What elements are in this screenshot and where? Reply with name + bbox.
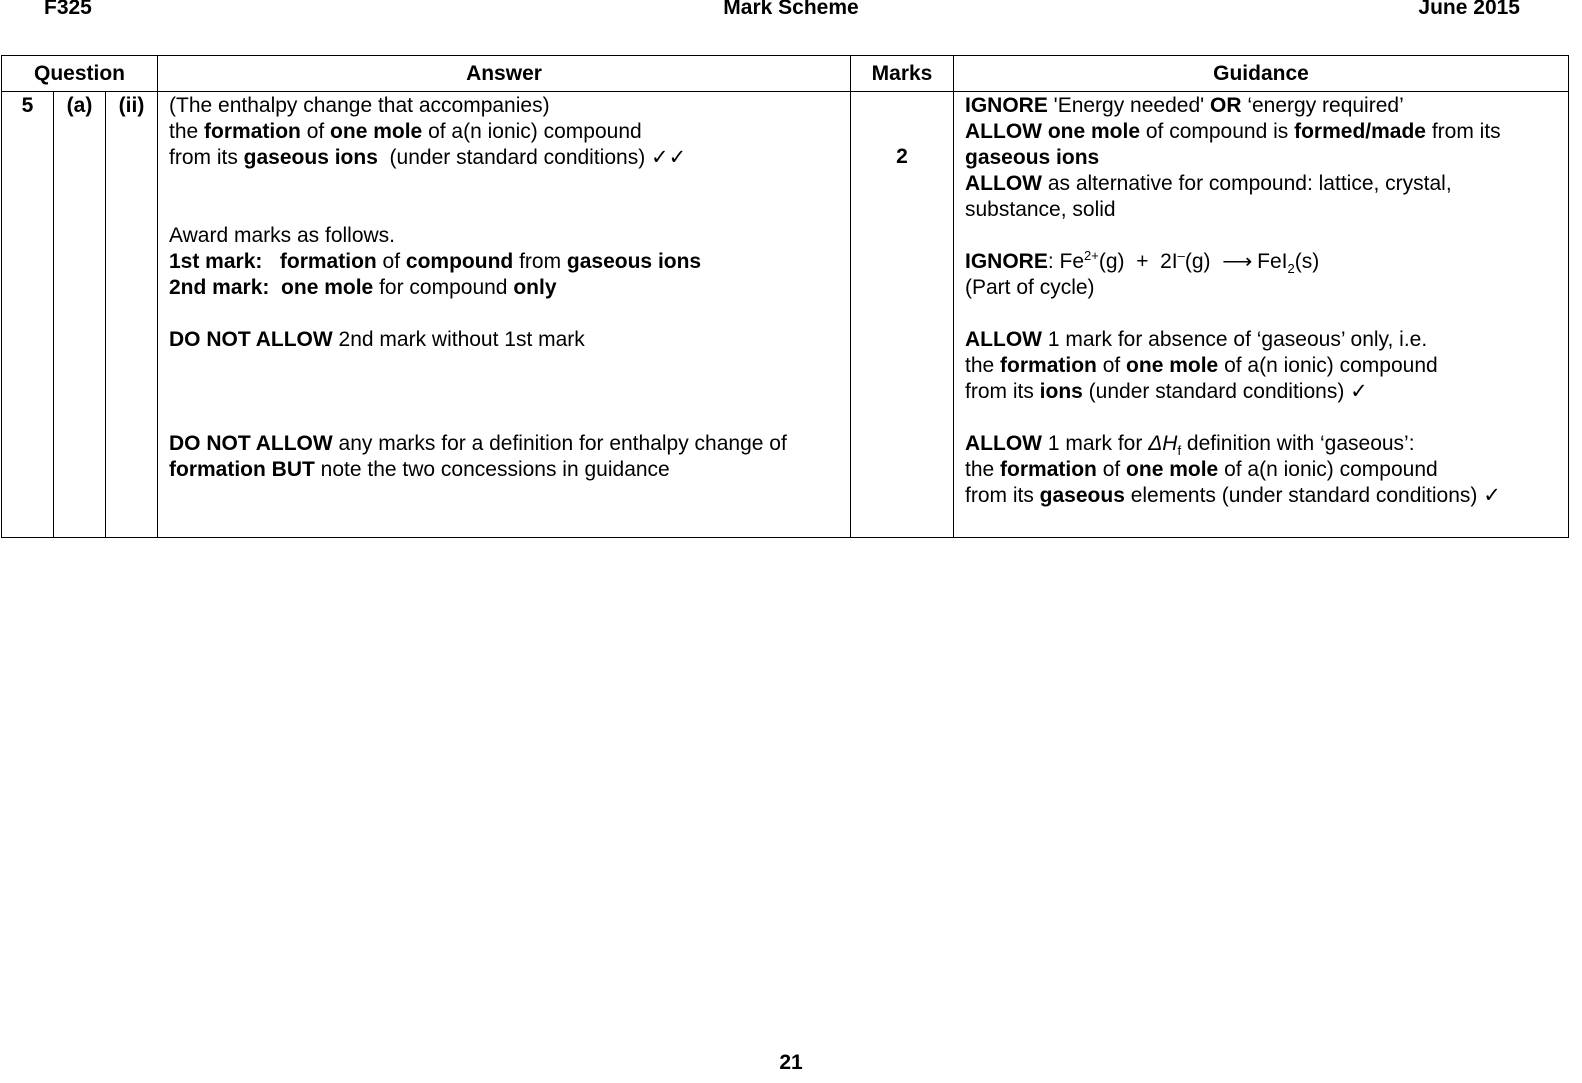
mark-scheme-table xyxy=(1,55,1569,538)
guidance-line: the formation of one mole of a(n ionic) compound xyxy=(965,354,1438,377)
answer-line: Award marks as follows. xyxy=(169,224,396,247)
guidance-line: ALLOW one mole of compound is formed/made from its xyxy=(965,120,1501,143)
answer-line: the formation of one mole of a(n ionic) compound xyxy=(169,120,642,143)
guidance-line: from its ions (under standard conditions) ✓ xyxy=(965,380,1368,403)
marks-cell xyxy=(851,92,954,538)
answer-line: (The enthalpy change that accompanies) xyxy=(169,94,550,117)
answer-line: from its gaseous ions (under standard conditions) ✓✓ xyxy=(169,146,687,169)
table-row xyxy=(2,92,1569,538)
question-subpart: (ii) xyxy=(106,92,158,538)
guidance-line: substance, solid xyxy=(965,198,1116,221)
guidance-line: ALLOW as alternative for compound: lattice, crystal, xyxy=(965,172,1452,195)
answer-cell xyxy=(158,92,851,538)
reaction-arrow-icon: ⟶ xyxy=(1222,250,1252,273)
page-number: 21 xyxy=(779,1051,803,1074)
guidance-line: (Part of cycle) xyxy=(965,276,1095,299)
guidance-cell xyxy=(954,92,1569,538)
question-header: Question xyxy=(2,56,158,92)
guidance-line: ALLOW 1 mark for absence of ‘gaseous’ only, i.e. xyxy=(965,328,1428,351)
marks-header: Marks xyxy=(851,56,954,92)
question-part: (a) xyxy=(54,92,106,538)
guidance-equation: IGNORE: $Fe^{2+}(g) + 2I^-(g)$ ⟶ FeI$_2$(s) xyxy=(965,248,1320,277)
guidance-line: gaseous ions xyxy=(965,146,1100,169)
table-header-row xyxy=(2,56,1569,92)
document-title: Mark Scheme xyxy=(723,0,859,19)
guidance-line: ALLOW 1 mark for $\Delta H_f$ definition with ‘gaseous’: xyxy=(965,432,1415,459)
answer-line: DO NOT ALLOW any marks for a definition for enthalpy change of xyxy=(169,432,787,455)
guidance-line: IGNORE 'Energy needed' OR ‘energy required’ xyxy=(965,94,1404,117)
question-number: 5 xyxy=(2,92,54,538)
guidance-line: the formation of one mole of a(n ionic) compound xyxy=(965,458,1438,481)
answer-line: DO NOT ALLOW 2nd mark without 1st mark xyxy=(169,328,585,351)
answer-line: 1st mark: formation of compound from gaseous ions xyxy=(169,250,702,273)
document-date: June 2015 xyxy=(1418,0,1520,19)
answer-header: Answer xyxy=(158,56,851,92)
marks-value: 2 xyxy=(896,145,908,168)
guidance-header: Guidance xyxy=(954,56,1569,92)
answer-line: formation BUT note the two concessions in guidance xyxy=(169,458,670,481)
document-code: F325 xyxy=(44,0,92,19)
guidance-line: from its gaseous elements (under standard conditions) ✓ xyxy=(965,484,1501,507)
answer-line: 2nd mark: one mole for compound only xyxy=(169,276,557,299)
